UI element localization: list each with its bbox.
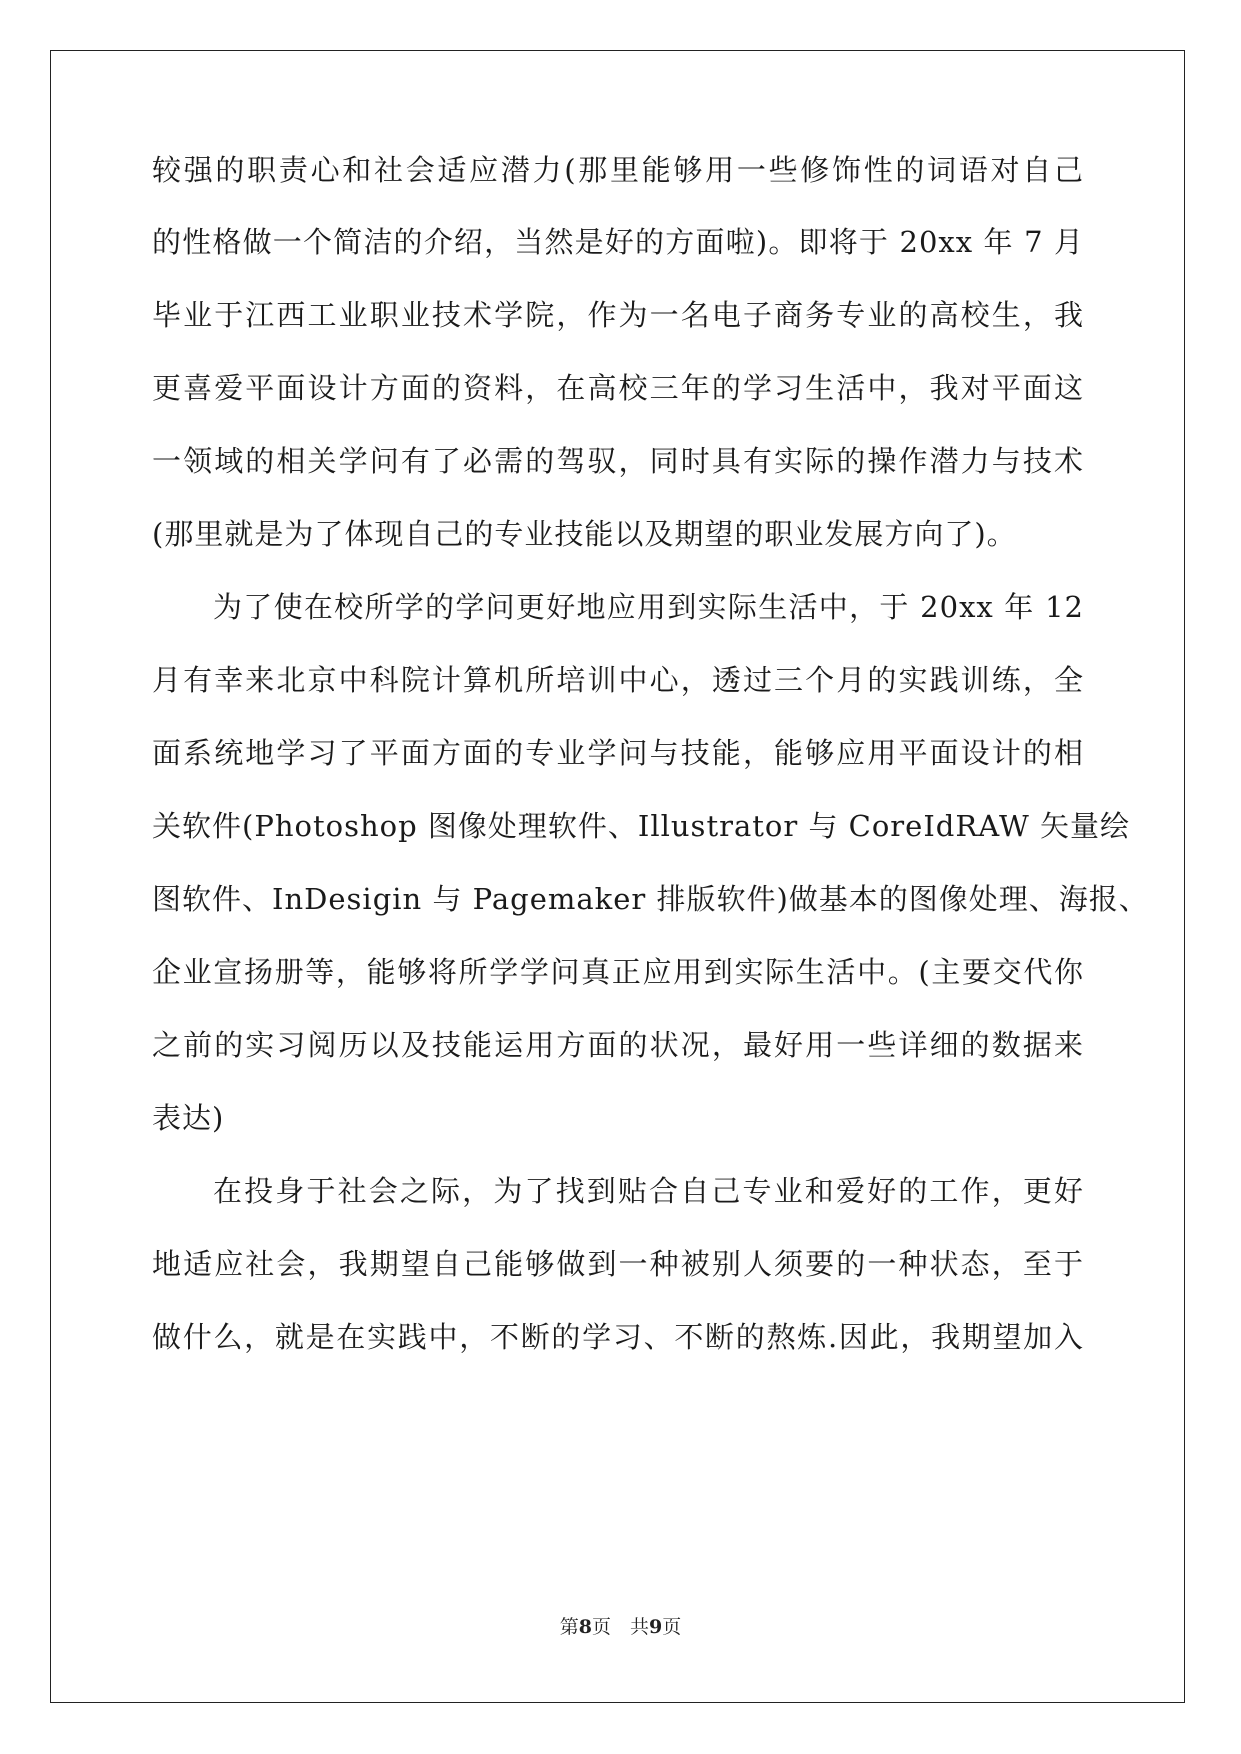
text-line-5: 一领域的相关学问有了必需的驾驭，同时具有实际的操作潜力与技术 (152, 444, 1084, 478)
text-line-15: 在投身于社会之际，为了找到贴合自己专业和爱好的工作，更好 (213, 1174, 1084, 1208)
text-line-10: 关软件(Photoshop 图像处理软件、Illustrator 与 CoreIdRAW 矢量绘 (152, 809, 1130, 843)
text-line-4: 更喜爱平面设计方面的资料，在高校三年的学习生活中，我对平面这 (152, 371, 1084, 405)
text-line-6: (那里就是为了体现自己的专业技能以及期望的职业发展方向了)。 (152, 517, 1017, 551)
text-line-16: 地适应社会，我期望自己能够做到一种被别人须要的一种状态，至于 (152, 1247, 1084, 1281)
text-line-17: 做什么，就是在实践中，不断的学习、不断的熬炼.因此，我期望加入 (152, 1320, 1084, 1354)
text-line-14: 表达) (152, 1101, 225, 1135)
page-footer (0, 1612, 1241, 1639)
text-line-9: 面系统地学习了平面方面的专业学问与技能，能够应用平面设计的相 (152, 736, 1084, 770)
text-line-2: 的性格做一个简洁的介绍，当然是好的方面啦)。即将于 20xx 年 7 月 (152, 225, 1084, 259)
current-page-number: 8 (578, 1616, 592, 1638)
text-line-13: 之前的实习阅历以及技能运用方面的状况，最好用一些详细的数据来 (152, 1028, 1084, 1062)
footer-prefix: 第 (559, 1616, 579, 1638)
text-line-3: 毕业于江西工业职业技术学院，作为一名电子商务专业的高校生，我 (152, 298, 1084, 332)
text-line-7: 为了使在校所学的学问更好地应用到实际生活中，于 20xx 年 12 (213, 590, 1084, 624)
text-line-12: 企业宣扬册等，能够将所学学问真正应用到实际生活中。(主要交代你 (152, 955, 1084, 989)
footer-mid: 页 共 (591, 1616, 649, 1638)
total-page-number: 9 (649, 1616, 663, 1638)
text-line-11: 图软件、InDesigin 与 Pagemaker 排版软件)做基本的图像处理、海报、 (152, 882, 1149, 916)
text-line-8: 月有幸来北京中科院计算机所培训中心，透过三个月的实践训练，全 (152, 663, 1084, 697)
text-line-1: 较强的职责心和社会适应潜力(那里能够用一些修饰性的词语对自己 (152, 153, 1084, 187)
footer-suffix: 页 (662, 1616, 682, 1638)
